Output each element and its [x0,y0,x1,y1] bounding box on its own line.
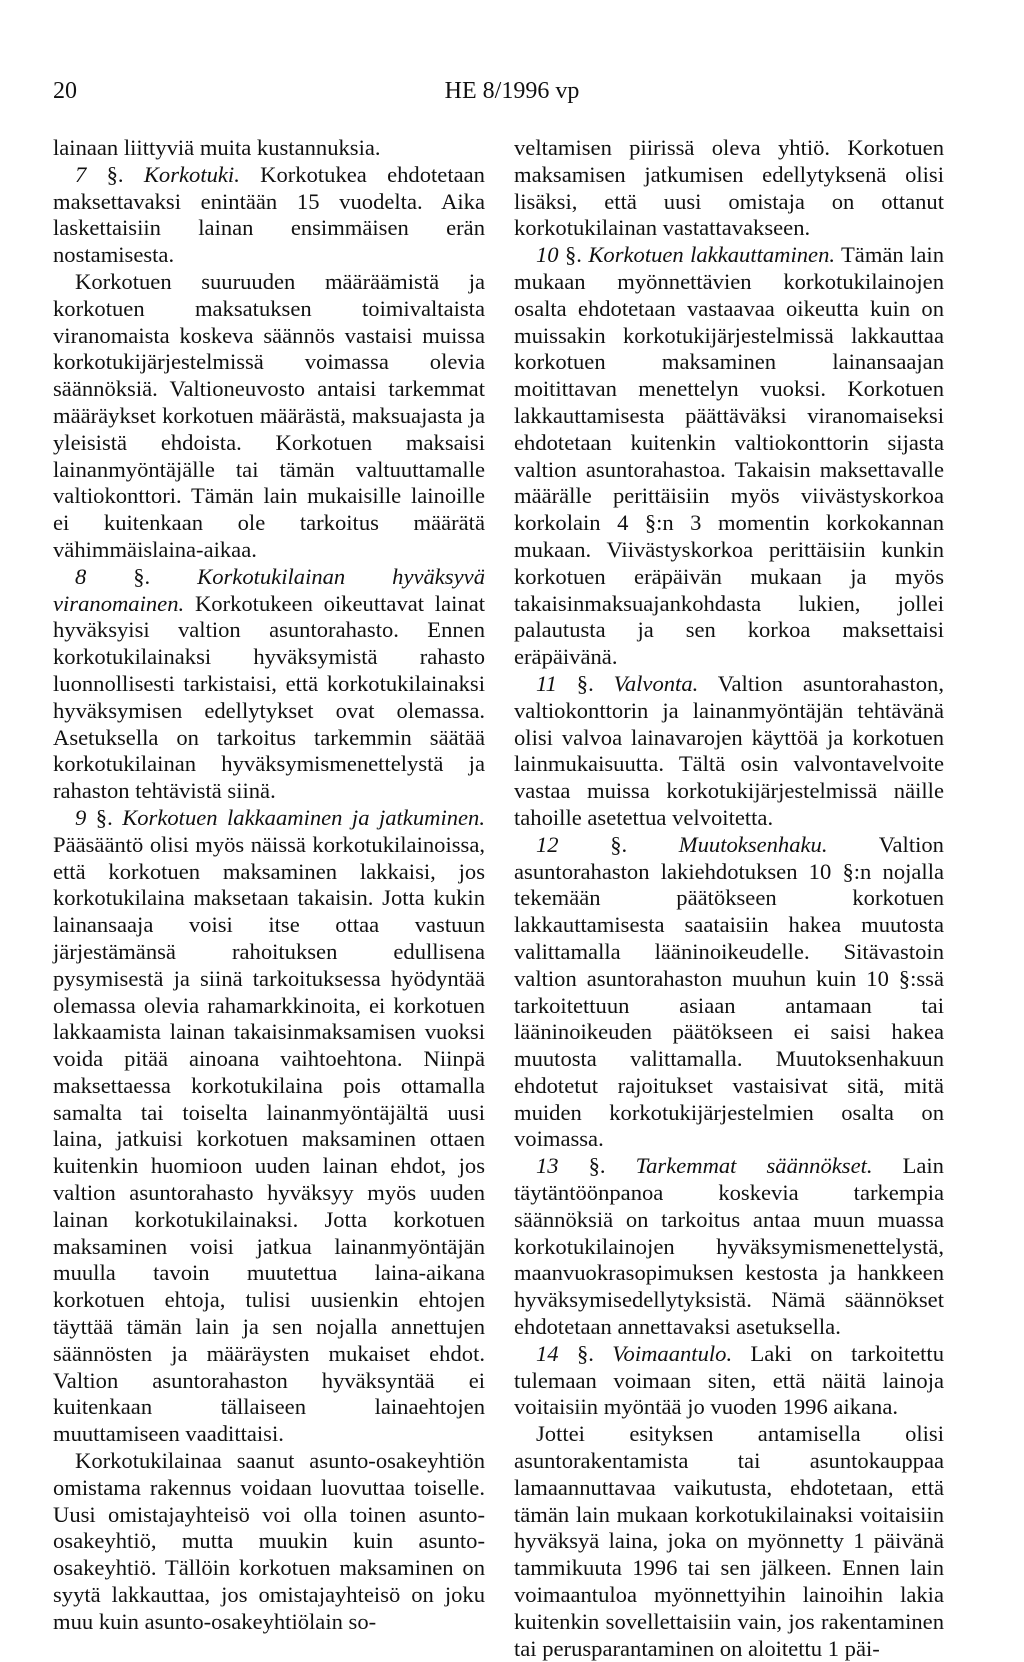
section-mark: §. [576,670,594,696]
running-head: HE 8/1996 vp [444,78,580,104]
section-number: 14 [536,1340,559,1366]
section-number: 11 [536,670,557,696]
section-number: 13 [536,1153,559,1179]
paragraph-text: Korkotukea ehdotetaan maksettavaksi enintään 15 vuodelta. Aika laskettaisiin lainan ensimmäisen erän nostamisesta. [53,161,485,268]
paragraph [53,1448,485,1636]
paragraph-text: Korkotukilainaa saanut asunto-osakeyhtiön omistama rakennus voidaan luovuttaa toiselle. Uusi omistajayhteisö voi olla toinen asunto-osakeyhtiö, mutta muukin kuin asunto-osakeyhtiö. Tällöin korkotuen maksaminen on syytä lakkauttaa, jos omistajayhteisö on joku muu kuin asunto-osakeyhtiölain so- [53,1448,485,1634]
section-mark: §. [106,161,124,187]
paragraph [53,269,485,564]
paragraph-text: Pääsääntö olisi myös näissä korkotukilainoissa, että korkotuen maksaminen lakkaisi, jos korkotukilaina maksetaan takaisin. Jotta kukin lainansaaja voisi itse ottaa vastuun järjestämänsä rahoituksen edullisena pysymisestä ja siinä tarkoituksessa hyödyntää olemassa olevia rahamarkkinoita, ei korkotuen lakkaamista lainan takaisinmaksamisen vuoksi voida pitää ainoana vaihtoehtona. Niinpä maksettaessa korkotukilaina pois ottamalla samalta tai toiselta lainanmyöntäjältä uusi laina, jatkuisi korkotuen maksaminen ottaen kuitenkin huomioon uuden lainan ehdot, jos valtion asuntorahasto hyväksyy myös uuden lainan korkotukilainaksi. Jotta korkotuen maksaminen voisi jatkua lainanmyöntäjän muulla tavoin muutettua laina-aikana korkotuen ehtoja, tulisi uusienkin ehtojen täyttää tämän lain ja sen nojalla annettujen säännösten ja määräysten mukaiset ehdot. Valtion asuntorahaston hyväksyntää ei kuitenkaan tällaiseen lainaehtojen muuttamiseen vaadittaisi. [53,831,485,1447]
paragraph-text: veltamisen piirissä oleva yhtiö. Korkotuen maksamisen jatkumisen edellytyksenä olisi lisäksi, että uusi omistaja on ottanut korkotukilainan vastattavakseen. [514,135,944,241]
section-mark: §. [95,804,113,830]
section-number: 7 [75,161,87,187]
page-number: 20 [53,78,77,104]
paragraph [514,1153,944,1341]
paragraph-text: Lain täytäntöönpanoa koskevia tarkempia säännöksiä on tarkoitus antaa muun muassa korkotukilainojen hyväksymismenettelystä, maanvuokrasopimuksen kestosta ja hankkeen hyväksymisedellytyksistä. Nämä säännökset ehdotetaan annettavaksi asetuksella. [514,1153,944,1340]
section-title: Korkotukilainan hyväksyvä viranomainen. [53,563,485,616]
section-number: 8 [75,563,87,589]
right-column [514,135,944,1662]
section-mark: §. [564,242,582,268]
section-number: 12 [536,831,559,857]
section-title: Voimaantulo. [612,1340,733,1366]
paragraph [514,671,944,832]
paragraph [514,1421,944,1662]
paragraph-text: Valtion asuntorahaston lakiehdotuksen 10 §:n nojalla tekemään päätökseen korkotuen lakkauttamisesta saataisiin hakea muutosta valittamalla lääninoikeudelle. Sitävastoin valtion asuntorahaston muuhun kuin 10 §:ssä tarkoitettuun asiaan antamaan tai lääninoikeuden päätökseen ei saisi hakea muutosta valittamalla. Muutoksenhakuun ehdotetut rajoitukset vastaisivat sitä, mitä muiden korkotukijärjestelmien osalta on voimassa. [514,831,944,1152]
paragraph-text: Valtion asuntorahaston, valtiokonttorin ja lainanmyöntäjän tehtävänä olisi valvoa lainavarojen käyttöä ja korkotuen lainmukaisuutta. Tältä osin valvontavelvoite vastaa muissa korkotukijärjestelmissä näille tahoille asetettua velvoitetta. [514,670,944,830]
paragraph-text: Laki on tarkoitettu tulemaan voimaan siten, että näitä lainoja voitaisiin myöntää jo vuoden 1996 aikana. [514,1340,944,1420]
paragraph-text: Tämän lain mukaan myönnettävien korkotukilainojen osalta ehdotetaan vastaavaa oikeutta kuin on muissakin korkotukijärjestelmissä lakkauttaa korkotuen maksaminen lainansaajan moitittavan menettelyn vuoksi. Korkotuen lakkauttamisesta päättäväksi viranomaiseksi ehdotetaan kuitenkin valtiokonttorin sijasta valtion asuntorahastoa. Takaisin maksettavalle määrälle perittäisiin myös viivästyskorkoa korkolain 4 §:n 3 momentin korkokannan mukaan. Viivästyskorkoa perittäisiin kunkin korkotuen eräpäivän mukaan ja myös takaisinmaksuajankohdasta lukien, jollei palautusta ja sen korkoa maksettaisi eräpäivänä. [514,242,944,670]
paragraph [514,832,944,1154]
paragraph [53,135,485,162]
paragraph-text: Korkotuen suuruuden määräämistä ja korkotuen maksatuksen toimivaltaista viranomaista koskeva säännös vastaisi muissa korkotukijärjestelmissä voimassa olevia säännöksiä. Valtioneuvosto antaisi tarkemmat määräykset korkotuen määrästä, maksuajasta ja yleisistä ehdoista. Korkotuen maksaisi lainanmyöntäjälle tai tämän valtuuttamalle valtiokonttori. Tämän lain mukaisille lainoille ei kuitenkaan ole tarkoitus määrätä vähimmäislaina-aikaa. [53,268,485,562]
paragraph [514,242,944,671]
section-title: Korkotuki. [143,161,240,187]
section-number: 10 [536,242,559,268]
paragraph [53,564,485,805]
section-title: Valvonta. [613,670,699,696]
section-number: 9 [75,804,87,830]
paragraph-text: Korkotukeen oikeuttavat lainat hyväksyisi valtion asuntorahasto. Ennen korkotukilainaksi hyväksymistä rahasto luonnollisesti tarkistaisi, että korkotukilainaksi hyväksymisen edellytykset ovat olemassa. Asetuksella on tarkoitus tarkemmin säätää korkotukilainan hyväksymismenettelystä ja rahaston tehtävistä siinä. [53,590,485,804]
section-title: Muutoksenhaku. [678,831,828,857]
section-mark: §. [588,1153,606,1179]
paragraph-text: lainaan liittyviä muita kustannuksia. [53,135,381,160]
paragraph [514,135,944,242]
section-title: Korkotuen lakkauttaminen. [588,242,836,268]
paragraph [53,162,485,269]
section-title: Tarkemmat säännökset. [635,1153,873,1179]
section-mark: §. [610,831,628,857]
paragraph [514,1341,944,1421]
section-mark: §. [576,1340,594,1366]
paragraph [53,805,485,1448]
paragraph-text: Jottei esityksen antamisella olisi asuntorakentamista tai asuntokauppaa lamaannuttavaa vaikutusta, ehdotetaan, että tämän lain mukaan korkotukilainaksi voitaisiin hyväksyä laina, joka on myönnetty 1 päivänä tammikuuta 1996 tai sen jälkeen. Ennen lain voimaantuloa myönnettyihin lainoihin lakia kuitenkin sovellettaisiin vain, jos rakentaminen tai perusparantaminen on aloitettu 1 päi- [514,1421,944,1661]
left-column [53,135,485,1636]
section-title: Korkotuen lakkaaminen ja jatkuminen. [122,804,485,830]
section-mark: §. [133,563,151,589]
